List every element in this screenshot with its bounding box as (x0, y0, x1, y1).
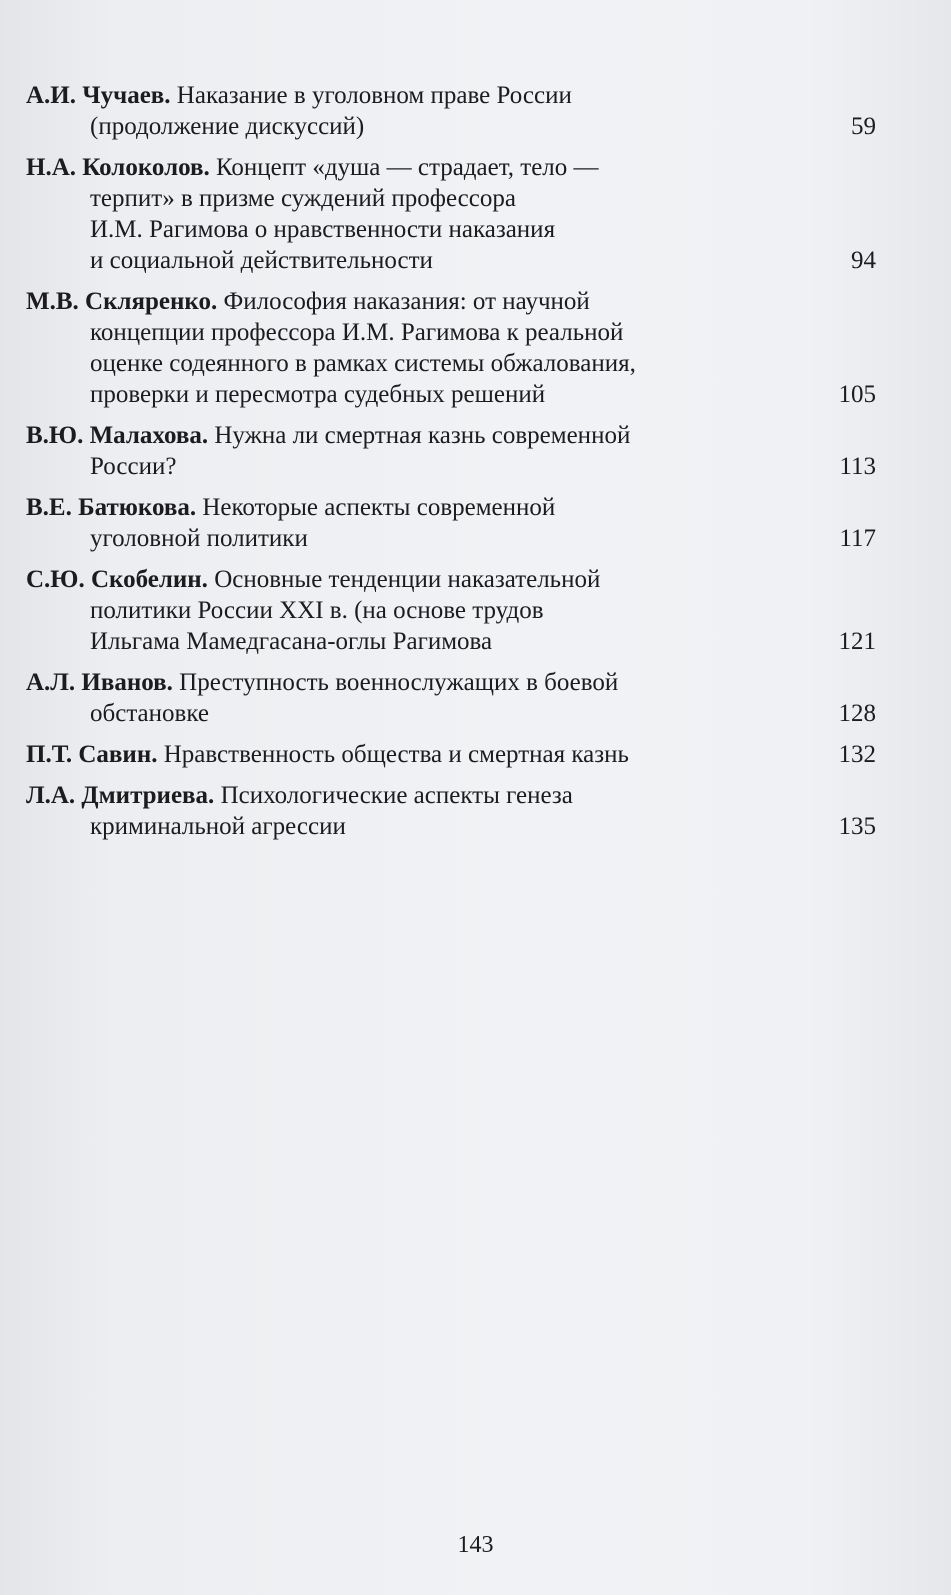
toc-page-number: 94 (851, 247, 876, 274)
toc-entry (26, 286, 876, 410)
toc-title-line: оценке содеянного в рамках системы обжалования, (90, 350, 636, 377)
toc-title-line: Основные тенденции наказательной (214, 566, 601, 593)
toc-title-line: и социальной действительности (90, 247, 433, 274)
toc-title-line: Психологические аспекты генеза (220, 782, 573, 809)
toc-title-line: криминальной агрессии (90, 813, 346, 840)
toc-title-line: Нужна ли смертная казнь современной (214, 422, 631, 449)
toc-author: М.В. Скляренко. (26, 288, 218, 315)
toc-entry (26, 780, 876, 842)
toc-entry (26, 152, 876, 276)
toc-page-number: 135 (838, 813, 876, 840)
toc-title-line: уголовной политики (90, 525, 308, 552)
toc-page-number: 132 (838, 741, 876, 768)
toc-author: С.Ю. Скобелин. (26, 566, 208, 593)
toc-author: В.Е. Батюкова. (26, 494, 197, 521)
toc-title-line: терпит» в призме суждений профессора (90, 185, 516, 212)
toc-title-line: (продолжение дискуссий) (90, 113, 365, 140)
toc-author: А.Л. Иванов. (26, 669, 173, 696)
toc-page-number: 59 (851, 113, 876, 140)
toc-page-number: 121 (838, 628, 876, 655)
toc-entry (26, 80, 876, 142)
toc-entry (26, 739, 876, 770)
toc-author: П.Т. Савин. (26, 741, 158, 768)
toc-entry (26, 667, 876, 729)
toc-author: Н.А. Колоколов. (26, 154, 210, 181)
page-number: 143 (457, 1532, 494, 1558)
toc-title-line: Преступность военнослужащих в боевой (179, 669, 619, 696)
toc-entry (26, 420, 876, 482)
toc-title-line: политики России XXI в. (на основе трудов (90, 597, 544, 624)
toc-page-number: 117 (839, 525, 876, 552)
toc-title-line: Ильгама Мамедгасана-оглы Рагимова (90, 628, 493, 655)
toc-title-line: России? (90, 453, 177, 480)
toc-title-line: Концепт «душа — страдает, тело — (215, 154, 599, 181)
toc-author: В.Ю. Малахова. (26, 422, 209, 449)
toc-title-line: Некоторые аспекты современной (202, 494, 556, 521)
toc-title-line: проверки и пересмотра судебных решений (90, 381, 546, 408)
toc-title-line: И.М. Рагимова о нравственности наказания (90, 216, 556, 243)
toc-title-line: обстановке (90, 700, 209, 727)
toc-page-number: 105 (838, 381, 876, 408)
toc-page-number: 113 (839, 453, 876, 480)
toc-title-line: Нравственность общества и смертная казнь (163, 741, 629, 768)
toc-title-line: концепции профессора И.М. Рагимова к реальной (90, 319, 624, 346)
toc-author: А.И. Чучаев. (26, 82, 171, 109)
toc-title-line: Наказание в уголовном праве России (176, 82, 572, 109)
table-of-contents (26, 80, 876, 852)
toc-author: Л.А. Дмитриева. (26, 782, 215, 809)
toc-entry (26, 492, 876, 554)
toc-title-line: Философия наказания: от научной (223, 288, 590, 315)
toc-entry (26, 564, 876, 657)
toc-page-number: 128 (838, 700, 876, 727)
